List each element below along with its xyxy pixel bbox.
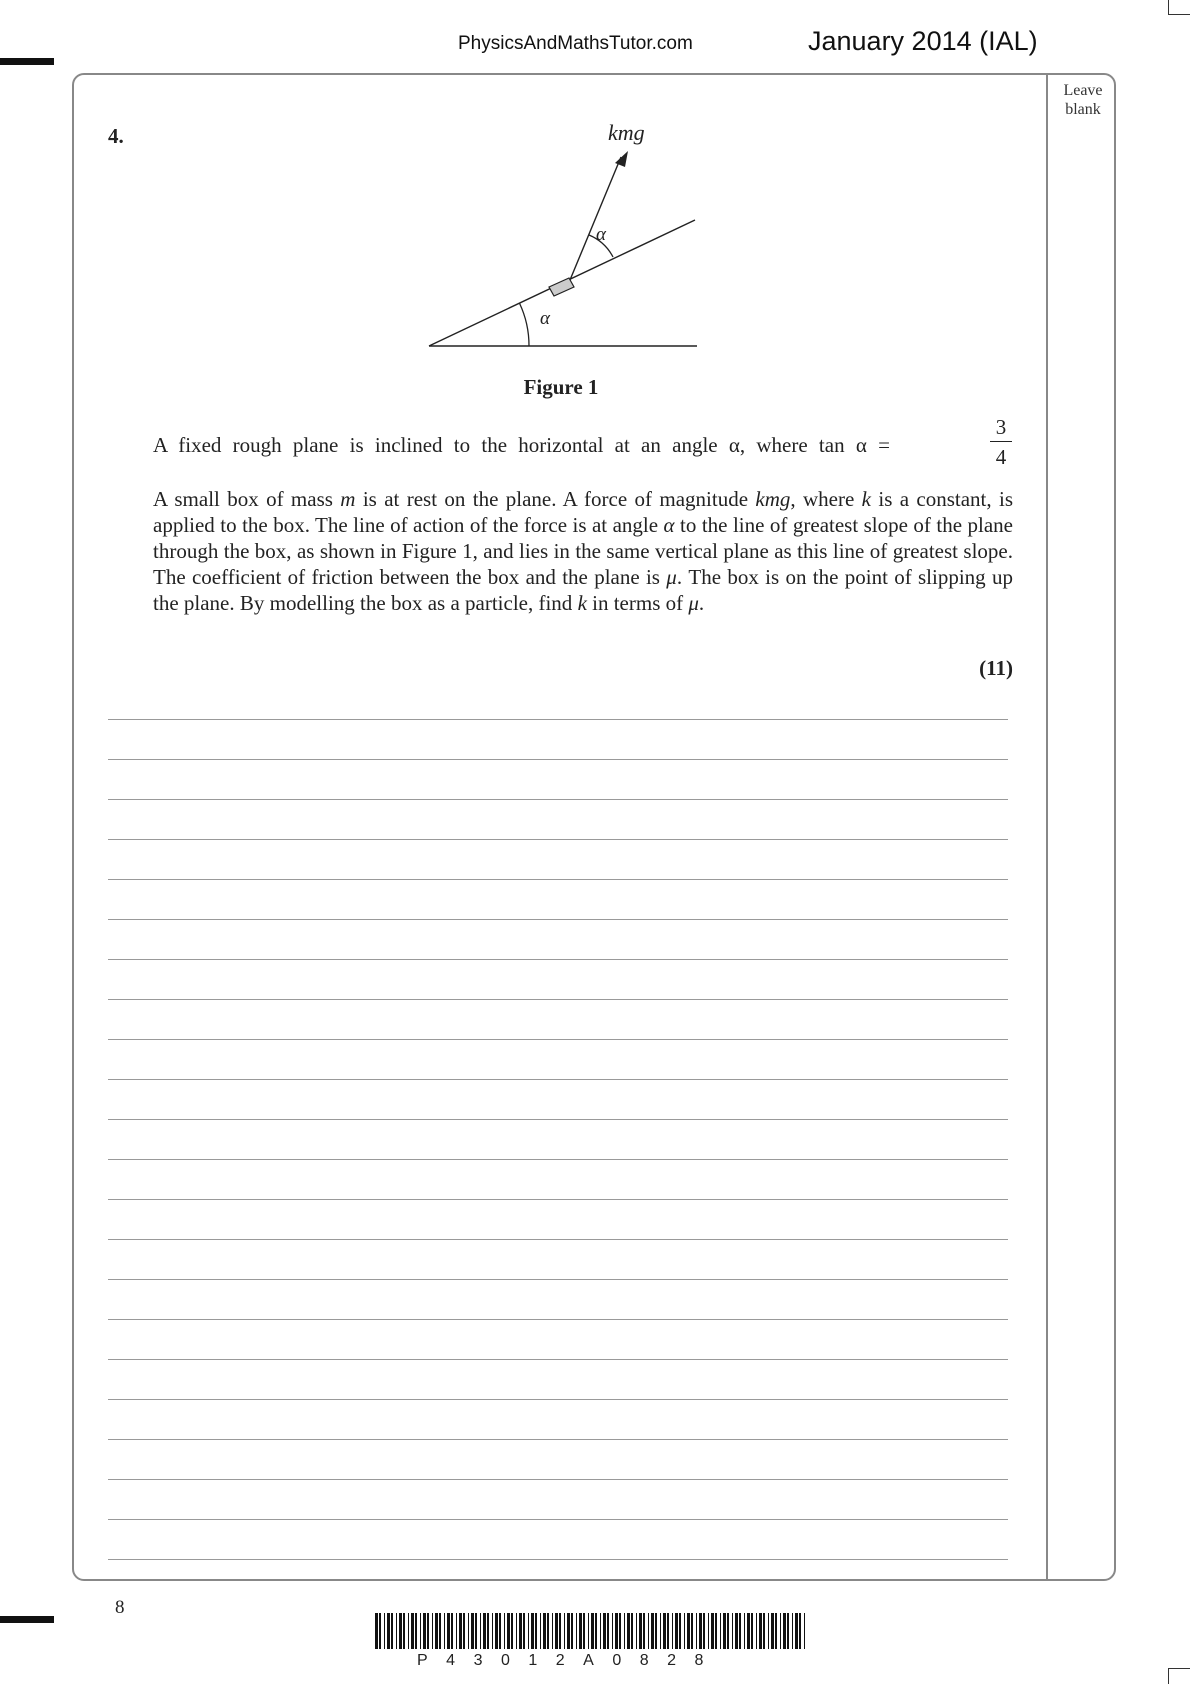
- barcode-bar: [696, 1613, 697, 1649]
- barcode-bar: [495, 1613, 498, 1649]
- barcode-bar: [435, 1613, 438, 1649]
- var-kmg: kmg: [755, 487, 791, 511]
- barcode-bar: [408, 1613, 409, 1649]
- answer-line: [108, 839, 1008, 840]
- barcode-bar: [747, 1613, 750, 1649]
- barcode-bar: [444, 1613, 445, 1649]
- leave-label-line1: Leave: [1063, 82, 1103, 99]
- answer-line: [108, 1479, 1008, 1480]
- barcode-bar: [387, 1613, 390, 1649]
- question-intro: A fixed rough plane is inclined to the horizontal at an angle α, where tan α =: [153, 433, 890, 457]
- barcode-bar: [703, 1613, 705, 1649]
- answer-line: [108, 759, 1008, 760]
- answer-line: [108, 1519, 1008, 1520]
- figure-caption: Figure 1: [523, 375, 599, 399]
- barcode-bar: [480, 1613, 481, 1649]
- barcode-bar: [687, 1613, 690, 1649]
- exam-session: January 2014 (IAL): [808, 26, 1038, 56]
- barcode-bar: [792, 1613, 793, 1649]
- answer-line: [108, 1079, 1008, 1080]
- leave-blank-divider: [1046, 73, 1048, 1581]
- barcode-bar: [567, 1613, 570, 1649]
- barcode-bar: [732, 1613, 733, 1649]
- barcode-bar: [603, 1613, 606, 1649]
- barcode-bar: [751, 1613, 753, 1649]
- barcode-bar: [799, 1613, 801, 1649]
- barcode-bar: [639, 1613, 642, 1649]
- barcode-bar: [763, 1613, 765, 1649]
- barcode-bar: [607, 1613, 609, 1649]
- var-k: k: [577, 591, 587, 615]
- barcode-bar: [552, 1613, 553, 1649]
- figure-1-diagram: [420, 120, 720, 360]
- barcode-bar: [711, 1613, 714, 1649]
- body-text: is a constant, is applied to the box. The line of action of the force is at angle: [153, 487, 1013, 537]
- barcode-bar: [675, 1613, 678, 1649]
- barcode-bar: [651, 1613, 654, 1649]
- barcode-bar: [511, 1613, 513, 1649]
- body-text: is at rest on the plane. A force of magnitude: [355, 487, 756, 511]
- answer-line: [108, 1119, 1008, 1120]
- barcode-bar: [523, 1613, 525, 1649]
- question-number: 4.: [108, 124, 124, 148]
- barcode-bar: [528, 1613, 529, 1649]
- barcode-bar: [655, 1613, 657, 1649]
- answer-line: [108, 1239, 1008, 1240]
- barcode-bar: [804, 1613, 805, 1649]
- barcode-bar: [624, 1613, 625, 1649]
- barcode-bar: [379, 1613, 381, 1649]
- barcode-bar: [667, 1613, 669, 1649]
- answer-line: [108, 1039, 1008, 1040]
- body-text: in terms of: [586, 591, 689, 615]
- barcode-bar: [699, 1613, 702, 1649]
- barcode-bar: [759, 1613, 762, 1649]
- barcode-bar: [531, 1613, 534, 1649]
- answer-line: [108, 799, 1008, 800]
- answer-line: [108, 999, 1008, 1000]
- crop-mark-top-v: [1168, 0, 1169, 14]
- barcode-bar: [795, 1613, 798, 1649]
- barcode-bar: [384, 1613, 385, 1649]
- barcode-bar: [423, 1613, 426, 1649]
- barcode-bar: [451, 1613, 453, 1649]
- barcode: [375, 1613, 810, 1649]
- answer-line: [108, 1279, 1008, 1280]
- barcode-bar: [576, 1613, 577, 1649]
- barcode-bar: [571, 1613, 573, 1649]
- barcode-bar: [684, 1613, 685, 1649]
- barcode-bar: [399, 1613, 402, 1649]
- barcode-bar: [708, 1613, 709, 1649]
- box: [549, 278, 574, 296]
- barcode-bar: [559, 1613, 561, 1649]
- var-k: k: [861, 487, 871, 511]
- tan-fraction: [990, 414, 1012, 470]
- barcode-bar: [715, 1613, 717, 1649]
- answer-line: [108, 1159, 1008, 1160]
- body-text: to the line of greatest slope of the plane through the box, as shown in Figure 1, and lies in the same vertical plane as this line of greatest slope. The coefficient of friction between the box and the plane is: [153, 513, 1013, 589]
- force-label: kmg: [608, 120, 645, 145]
- answer-line: [108, 719, 1008, 720]
- crop-mark-bottom-h: [1168, 1668, 1190, 1669]
- barcode-bar: [660, 1613, 661, 1649]
- barcode-bar: [439, 1613, 441, 1649]
- barcode-bar: [735, 1613, 738, 1649]
- leave-label-line2: blank: [1065, 101, 1101, 118]
- answer-line: [108, 1359, 1008, 1360]
- force-arrow: [570, 151, 628, 280]
- leave-blank-label: [1050, 81, 1116, 119]
- barcode-bar: [631, 1613, 633, 1649]
- barcode-bar: [456, 1613, 457, 1649]
- body-text: A small box of mass: [153, 487, 341, 511]
- fraction-bar: [990, 441, 1012, 442]
- body-text: . The box is on the point of slipping up the plane. By modelling the box as a particle, find: [153, 565, 1013, 615]
- site-name: PhysicsAndMathsTutor.com: [458, 33, 693, 54]
- barcode-bar: [679, 1613, 681, 1649]
- var-m: m: [340, 487, 356, 511]
- angle-label-upper: α: [596, 224, 606, 245]
- barcode-bar: [600, 1613, 601, 1649]
- barcode-bar: [543, 1613, 546, 1649]
- answer-line: [108, 1559, 1008, 1560]
- barcode-bar: [555, 1613, 558, 1649]
- barcode-bar: [775, 1613, 777, 1649]
- barcode-bar: [427, 1613, 429, 1649]
- crop-mark-bottom-v: [1168, 1668, 1169, 1684]
- answer-line: [108, 879, 1008, 880]
- barcode-bar: [619, 1613, 621, 1649]
- barcode-bar: [519, 1613, 522, 1649]
- answer-line: [108, 1439, 1008, 1440]
- barcode-bar: [771, 1613, 774, 1649]
- question-body: [153, 486, 1013, 616]
- barcode-bar: [627, 1613, 630, 1649]
- barcode-bar: [672, 1613, 673, 1649]
- barcode-bar: [475, 1613, 477, 1649]
- angle-label-lower: α: [540, 308, 550, 329]
- barcode-bar: [780, 1613, 781, 1649]
- var-alpha: α: [663, 513, 675, 537]
- var-mu: μ: [666, 565, 677, 589]
- barcode-bar: [471, 1613, 474, 1649]
- registration-mark-bottom: [0, 1616, 54, 1623]
- registration-mark-top: [0, 58, 54, 65]
- barcode-bar: [756, 1613, 757, 1649]
- barcode-bar: [487, 1613, 489, 1649]
- fraction-numerator: 3: [995, 415, 1007, 439]
- var-mu: μ: [688, 591, 699, 615]
- lower-angle-arc: [519, 303, 529, 346]
- barcode-bar: [468, 1613, 469, 1649]
- marks-available: (11): [979, 656, 1013, 680]
- barcode-bar: [727, 1613, 729, 1649]
- barcode-bar: [516, 1613, 517, 1649]
- answer-line: [108, 1319, 1008, 1320]
- barcode-bar: [540, 1613, 541, 1649]
- answer-line: [108, 919, 1008, 920]
- barcode-bar: [396, 1613, 397, 1649]
- barcode-bar: [723, 1613, 726, 1649]
- body-text: , where: [790, 487, 862, 511]
- barcode-bar: [691, 1613, 693, 1649]
- barcode-bar: [463, 1613, 465, 1649]
- barcode-bar: [535, 1613, 537, 1649]
- barcode-bar: [643, 1613, 645, 1649]
- barcode-bar: [504, 1613, 505, 1649]
- barcode-bar: [564, 1613, 565, 1649]
- barcode-bar: [739, 1613, 741, 1649]
- barcode-bar: [403, 1613, 405, 1649]
- body-text: .: [698, 591, 705, 615]
- crop-mark-top-h: [1168, 14, 1190, 15]
- barcode-bar: [648, 1613, 649, 1649]
- barcode-bar: [420, 1613, 421, 1649]
- barcode-bar: [492, 1613, 493, 1649]
- barcode-bar: [744, 1613, 745, 1649]
- barcode-bar: [636, 1613, 637, 1649]
- fraction-denominator: 4: [995, 445, 1007, 469]
- page-number: 8: [115, 1597, 125, 1618]
- barcode-bar: [595, 1613, 597, 1649]
- barcode-bar: [783, 1613, 786, 1649]
- barcode-bar: [615, 1613, 618, 1649]
- barcode-bar: [391, 1613, 393, 1649]
- barcode-bar: [432, 1613, 433, 1649]
- barcode-bar: [547, 1613, 549, 1649]
- barcode-bar: [415, 1613, 417, 1649]
- barcode-text: P43012A0828: [417, 1652, 722, 1669]
- barcode-bar: [591, 1613, 594, 1649]
- answer-line: [108, 1199, 1008, 1200]
- answer-line: [108, 959, 1008, 960]
- barcode-bar: [787, 1613, 789, 1649]
- barcode-bar: [411, 1613, 414, 1649]
- barcode-bar: [375, 1613, 378, 1649]
- barcode-bar: [507, 1613, 510, 1649]
- barcode-bar: [447, 1613, 450, 1649]
- barcode-bar: [579, 1613, 582, 1649]
- barcode-bar: [612, 1613, 613, 1649]
- barcode-bar: [499, 1613, 501, 1649]
- barcode-bar: [588, 1613, 589, 1649]
- barcode-bar: [768, 1613, 769, 1649]
- barcode-bar: [459, 1613, 462, 1649]
- answer-line: [108, 1399, 1008, 1400]
- barcode-bar: [720, 1613, 721, 1649]
- barcode-bar: [483, 1613, 486, 1649]
- barcode-bar: [583, 1613, 585, 1649]
- barcode-bar: [663, 1613, 666, 1649]
